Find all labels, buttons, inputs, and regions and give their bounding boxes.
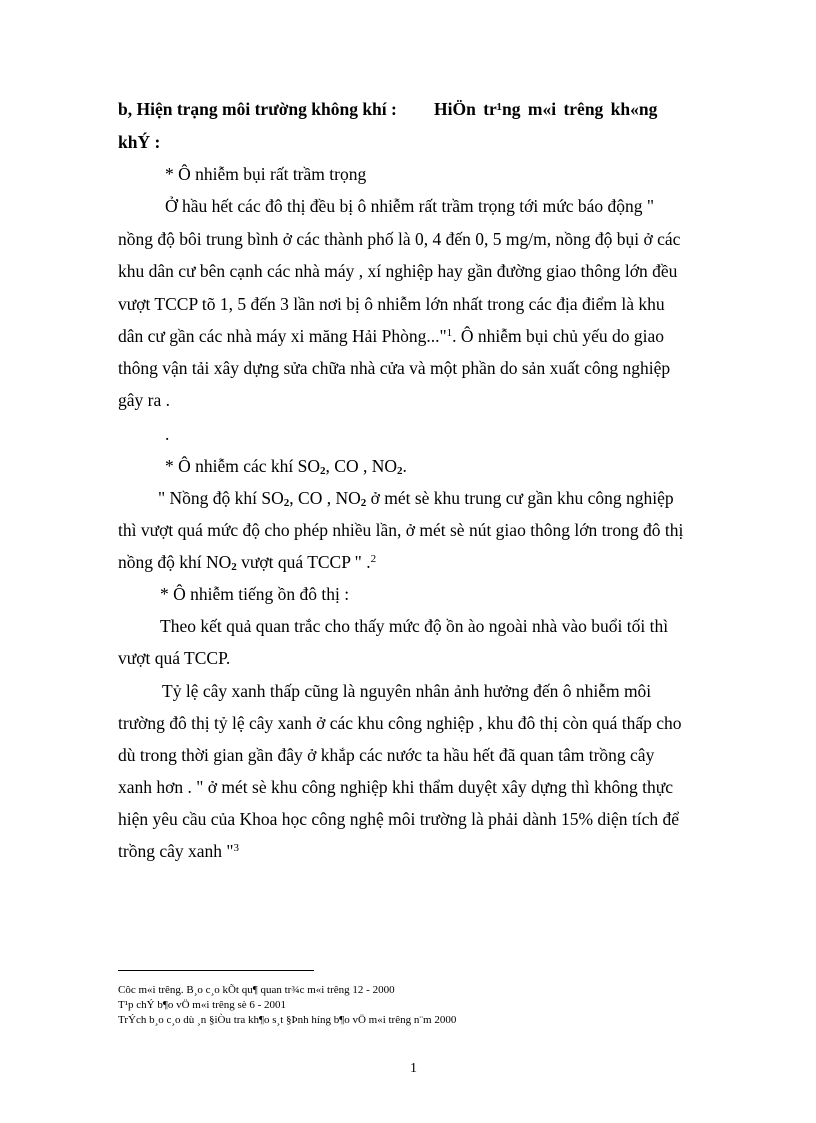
heading-garbled: HiÖn tr¹ng m«i trêng kh«ng [434, 99, 658, 119]
paragraph-line: thì vượt quá mức độ cho phép nhiều lần, ở mét sè nút giao thông lớn trong đô thị [118, 520, 684, 540]
paragraph-line: trường đô thị tỷ lệ cây xanh ở các khu công nghiệp , khu đô thị còn quá thấp cho [118, 713, 682, 733]
paragraph-line: xanh hơn . " ở mét sè khu công nghiệp khi thẩm duyệt xây dựng thì không thực [118, 777, 673, 797]
footnote-1: Côc m«i trêng. B¸o c¸o kÕt qu¶ quan tr¾c m«i trêng 12 - 2000 [118, 984, 395, 996]
paragraph-line: vượt TCCP tõ 1, 5 đến 3 lần nơi bị ô nhiễm lớn nhất trong các địa điểm là khu [118, 294, 665, 314]
stray-dot: . [165, 424, 170, 444]
footnote-ref: 1 [446, 327, 453, 339]
section-heading [118, 97, 397, 121]
footnote-separator [118, 970, 314, 971]
paragraph-line: Theo kết quả quan trắc cho thấy mức độ ồn ào ngoài nhà vào buổi tối thì [160, 616, 669, 636]
paragraph-line: dù trong thời gian gần đây ở khắp các nước ta hầu hết đã quan tâm trồng cây [118, 745, 655, 765]
footnote-ref: 3 [233, 842, 240, 854]
paragraph-line: Tỷ lệ cây xanh thấp cũng là nguyên nhân ảnh hưởng đến ô nhiễm môi [162, 681, 652, 701]
bullet-noise: * Ô nhiễm tiếng ồn đô thị : [160, 584, 350, 604]
paragraph-line: " Nồng độ khí $SO_2$, CO , $NO_2$ ở mét sè khu trung cư gần khu công nghiệp [158, 488, 674, 509]
page-number: 1 [410, 1061, 417, 1076]
paragraph-line: khu dân cư bên cạnh các nhà máy , xí nghiệp hay gần đường giao thông lớn đều [118, 261, 678, 281]
paragraph-line: trồng cây xanh "$^3$ [118, 841, 240, 861]
bullet-gas: * Ô nhiễm các khí $SO_2$, CO , $NO_2$. [165, 456, 407, 477]
footnote-3: TrÝch b¸o c¸o dù ¸n §iÒu tra kh¶o s¸t §Þnh híng b¶o vÖ m«i trêng n¨m 2000 [118, 1014, 457, 1026]
paragraph-line: hiện yêu cầu của Khoa học công nghệ môi trường là phải dành 15% diện tích để [118, 809, 680, 829]
paragraph-line: Ở hầu hết các đô thị đều bị ô nhiễm rất trầm trọng tới mức báo động " [165, 196, 655, 216]
paragraph-line: vượt quá TCCP. [118, 648, 231, 668]
paragraph-line: dân cư gần các nhà máy xi măng Hải Phòng..."$^1$. Ô nhiễm bụi chủ yếu do giao [118, 326, 665, 346]
paragraph-line: nồng độ bôi trung bình ở các thành phố là 0, 4 đến 0, 5 mg/m, nồng độ bụi ở các [118, 229, 681, 249]
footnote-ref: 2 [370, 553, 377, 565]
footnote-2: T¹p chÝ b¶o vÖ m«i trêng sè 6 - 2001 [118, 999, 287, 1011]
heading-title: b, Hiện trạng môi trường không khí : [118, 99, 397, 119]
paragraph-line: gây ra . [118, 390, 170, 410]
paragraph-line: thông vận tải xây dựng sửa chữa nhà cửa và một phần do sản xuất công nghiệp [118, 358, 671, 378]
bullet-dust: * Ô nhiễm bụi rất trầm trọng [165, 164, 367, 184]
paragraph-line: nồng độ khí $NO_2$ vượt quá TCCP " .$^2$ [118, 552, 377, 573]
heading-garbled-end: khÝ : [118, 132, 161, 152]
